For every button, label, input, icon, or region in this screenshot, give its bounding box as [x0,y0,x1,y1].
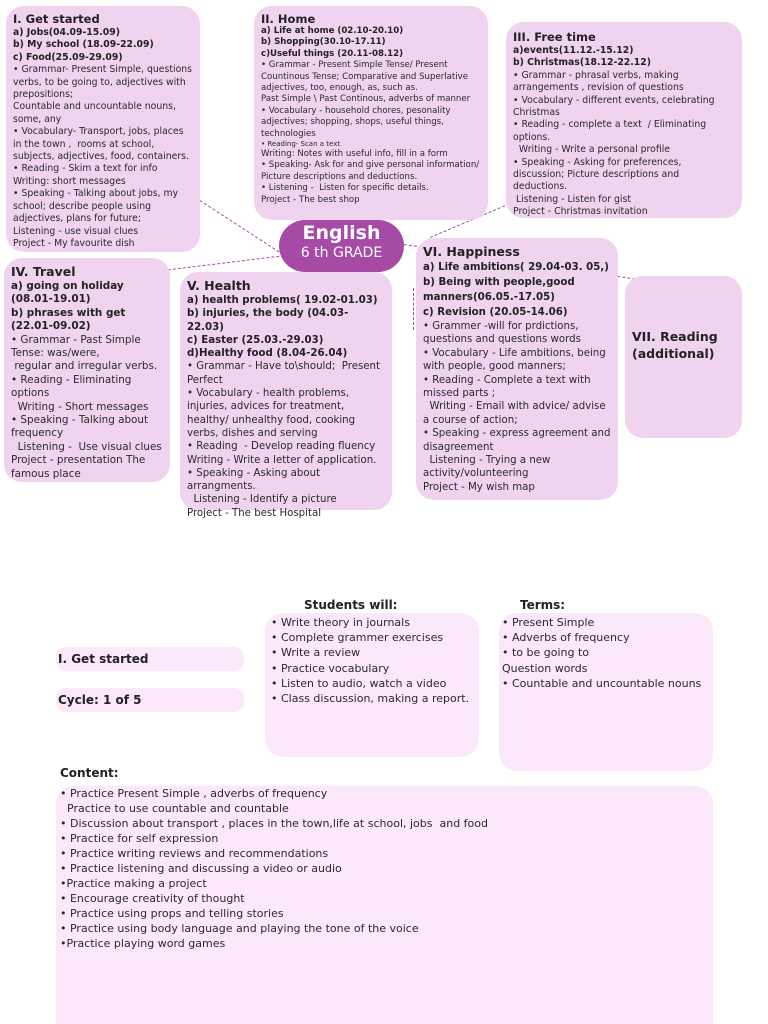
unit-subtopic: b) phrases with get (22.01-09.02) [11,306,126,333]
unit-line: • Speaking - Talking about jobs, my school; describe people using adjectives, plans for future; [13,188,182,225]
unit-label [56,647,244,671]
content-item: • Practice using props and telling stories [60,907,284,920]
unit-subtopic: a)events(11.12.-15.12) [513,45,634,56]
unit-line: Project - presentation The famous place [11,454,152,480]
unit-line: • Speaking - Asking for preferences, discussion; Picture descriptions and deductions. [513,156,685,193]
center-topic-bubble [279,220,404,272]
unit-line: • Grammer -will for prdictions, questions and questions words [423,321,582,346]
unit-line: Project - My favourite dish [13,237,135,249]
unit-line: Listening - Listen for gist [513,193,632,205]
unit-line: Writing: Notes with useful info, fill in a form [261,149,448,160]
unit-line: • Reading - complete a text / Eliminating options. [513,119,710,143]
connector-line [413,288,414,330]
unit-line: Project - The best shop [261,194,360,205]
unit-subtopic: d)Healthy food (8.04-26.04) [187,348,348,360]
unit-subtopic: a) health problems( 19.02-01.03) [187,295,378,306]
unit-title: IV. Travel [11,264,76,279]
students-will-box [265,613,479,757]
content-item: • Encourage creativity of thought [60,892,245,905]
terms-item: • Present Simple [502,616,595,629]
unit-line: Listening - Use visual clues [11,440,162,453]
content-item: •Practice making a project [60,877,207,890]
unit-line: • Grammar - Have to\should; Present Perfect [187,361,384,386]
unit-title: VI. Happiness [423,244,520,259]
unit-line: Listening - Identify a picture [187,494,337,506]
unit-subtopic: c)Useful things (20.11-08.12) [261,48,404,59]
unit-line: • Reading - Skim a text for info [13,163,158,175]
content-item: • Practice listening and discussing a video or audio [60,862,342,875]
students-item: • Practice vocabulary [271,661,390,675]
content-item: • Practice writing reviews and recommendations [60,847,329,860]
unit-line: • Speaking - Talking about frequency [11,414,152,440]
unit-line: Project - My wish map [423,481,535,493]
unit-line: • Vocabulary - Life ambitions, being with people, good manners; [423,347,609,373]
unit-subtopic: c) Easter (25.03.-29.03) [187,334,324,346]
unit-line: • Speaking - Asking about arrangments. [187,467,324,493]
current-unit: I. Get started [58,652,149,666]
unit-line: • Reading - Complete a text with missed parts ; [423,374,594,400]
unit-title: II. Home [261,12,316,26]
terms-item: • Countable and uncountable nouns [502,676,702,690]
content-item: • Discussion about transport , places in the town,life at school, jobs and food [60,817,488,830]
students-item: • Write a review [271,646,361,660]
content-heading: Content: [60,766,119,780]
terms-item: • to be going to [502,646,590,660]
unit-line: regular and irregular verbs. [11,360,158,373]
unit-card-get-started [6,6,200,252]
unit-line: Listening - Trying a new activity/volunteering [423,455,554,480]
unit-line: • Grammar- Present Simple, questions verbs, to be going to, adjectives with prepositions; [13,64,195,101]
students-item: • Class discussion, making a report. [271,692,470,706]
unit-line: • Speaking - express agreement and disagreement [423,428,614,453]
unit-line: • Grammar - phrasal verbs, making arrangements , revision of questions [513,69,684,94]
unit-line: • Reading - Develop reading fluency [187,441,376,453]
content-box [56,786,713,1024]
students-item: • Write theory in journals [271,616,410,629]
unit-line: Listening - use visual clues [13,225,139,237]
unit-line: • Grammar - Past Simple Tense: was/were, [11,333,145,360]
connector-line [163,256,279,271]
content-item: •Practice playing word games [60,937,226,950]
content-item: Practice to use countable and countable [60,802,289,815]
terms-box [499,613,713,771]
unit-line: • Vocabulary - different events, celebrating Christmas [513,94,718,119]
unit-line: • Vocabulary- Transport, jobs, places in the town , rooms at school, subjects, adjectives, food, containers. [13,126,189,163]
unit-line: • Grammar - Present Simple Tense/ Present Countinous Tense; Comparative and Superlative adjectives, too, enough, as, such as. [261,60,471,94]
unit-card-reading [625,276,742,438]
unit-card-happiness [416,238,618,500]
center-title: English [302,222,381,244]
unit-line: • Listening - Listen for specific details. [261,183,429,194]
unit-line: Writing - Write a personal profile [513,144,671,156]
terms-heading: Terms: [520,598,566,612]
unit-subtopic: a) going on holiday (08.01-19.01) [11,280,124,306]
unit-subtopic: c) Food(25.09-29.09) [13,51,123,63]
unit-line: Past Simple \ Past Continous, adverbs of manner [261,94,471,105]
unit-line: • Speaking- Ask for and give personal information/ Picture descriptions and deductions. [261,160,482,182]
students-item: • Listen to audio, watch a video [271,676,447,690]
unit-line: Writing - Write a letter of application. [187,454,377,466]
unit-line: Writing - Short messages [11,400,149,413]
unit-card-home [254,6,488,220]
unit-card-travel [4,258,170,482]
unit-subtopic: c) Revision (20.05-14.06) [423,307,568,318]
unit-subtopic: b) Christmas(18.12-22.12) [513,57,651,69]
students-item: • Complete grammer exercises [271,631,444,645]
terms-item: Question words [502,661,588,675]
unit-line: • Reading- Scan a text [261,140,341,149]
unit-subtopic: a) Life at home (02.10-20.10) [261,26,404,36]
content-item: • Practice Present Simple , adverbs of frequency [60,787,328,800]
students-heading: Students will: [304,598,398,612]
unit-title: V. Health [187,278,251,293]
unit-line: Project - Christmas invitation [513,206,648,218]
unit-subtopic: b) Being with people,good manners(06.05.-17.05) [423,277,575,303]
unit-title: I. Get started [13,12,100,26]
unit-line: Countable and uncountable nouns, some, any [13,101,179,125]
unit-line: Writing - Email with advice/ advise a course of action; [423,401,609,426]
center-subtitle: 6 th GRADE [300,245,383,261]
content-item: • Practice for self expression [60,832,219,845]
unit-subtopic: a) Life ambitions( 29.04-03. 05,) [423,262,609,273]
unit-title: III. Free time [513,30,596,44]
unit-line: Project - The best Hospital [187,507,322,519]
unit-title: VII. Reading (additional) [632,329,718,361]
cycle-text: Cycle: 1 of 5 [58,693,142,707]
terms-item: • Adverbs of frequency [502,631,630,645]
content-item: • Practice using body language and playing the tone of the voice [60,922,419,935]
unit-line: • Vocabulary - household chores, pesonality adjectives; shopping, shops, useful things, technologies [261,105,454,139]
unit-subtopic: a) Jobs(04.09-15.09) [13,27,120,38]
unit-line: • Vocabulary - health problems, injuries, advices for treatment, healthy/ unhealthy food, cooking verbs, dishes and serving [187,388,359,439]
unit-subtopic: b) Shopping(30.10-17.11) [261,37,386,48]
unit-line: • Reading - Eliminating options [11,373,135,400]
unit-card-health [180,272,392,519]
cycle-label [56,688,244,712]
unit-subtopic: b) My school (18.09-22.09) [13,39,154,51]
unit-card-free-time [506,22,742,218]
unit-subtopic: b) injuries, the body (04.03-22.03) [187,308,349,333]
unit-line: Writing: short messages [13,175,126,187]
